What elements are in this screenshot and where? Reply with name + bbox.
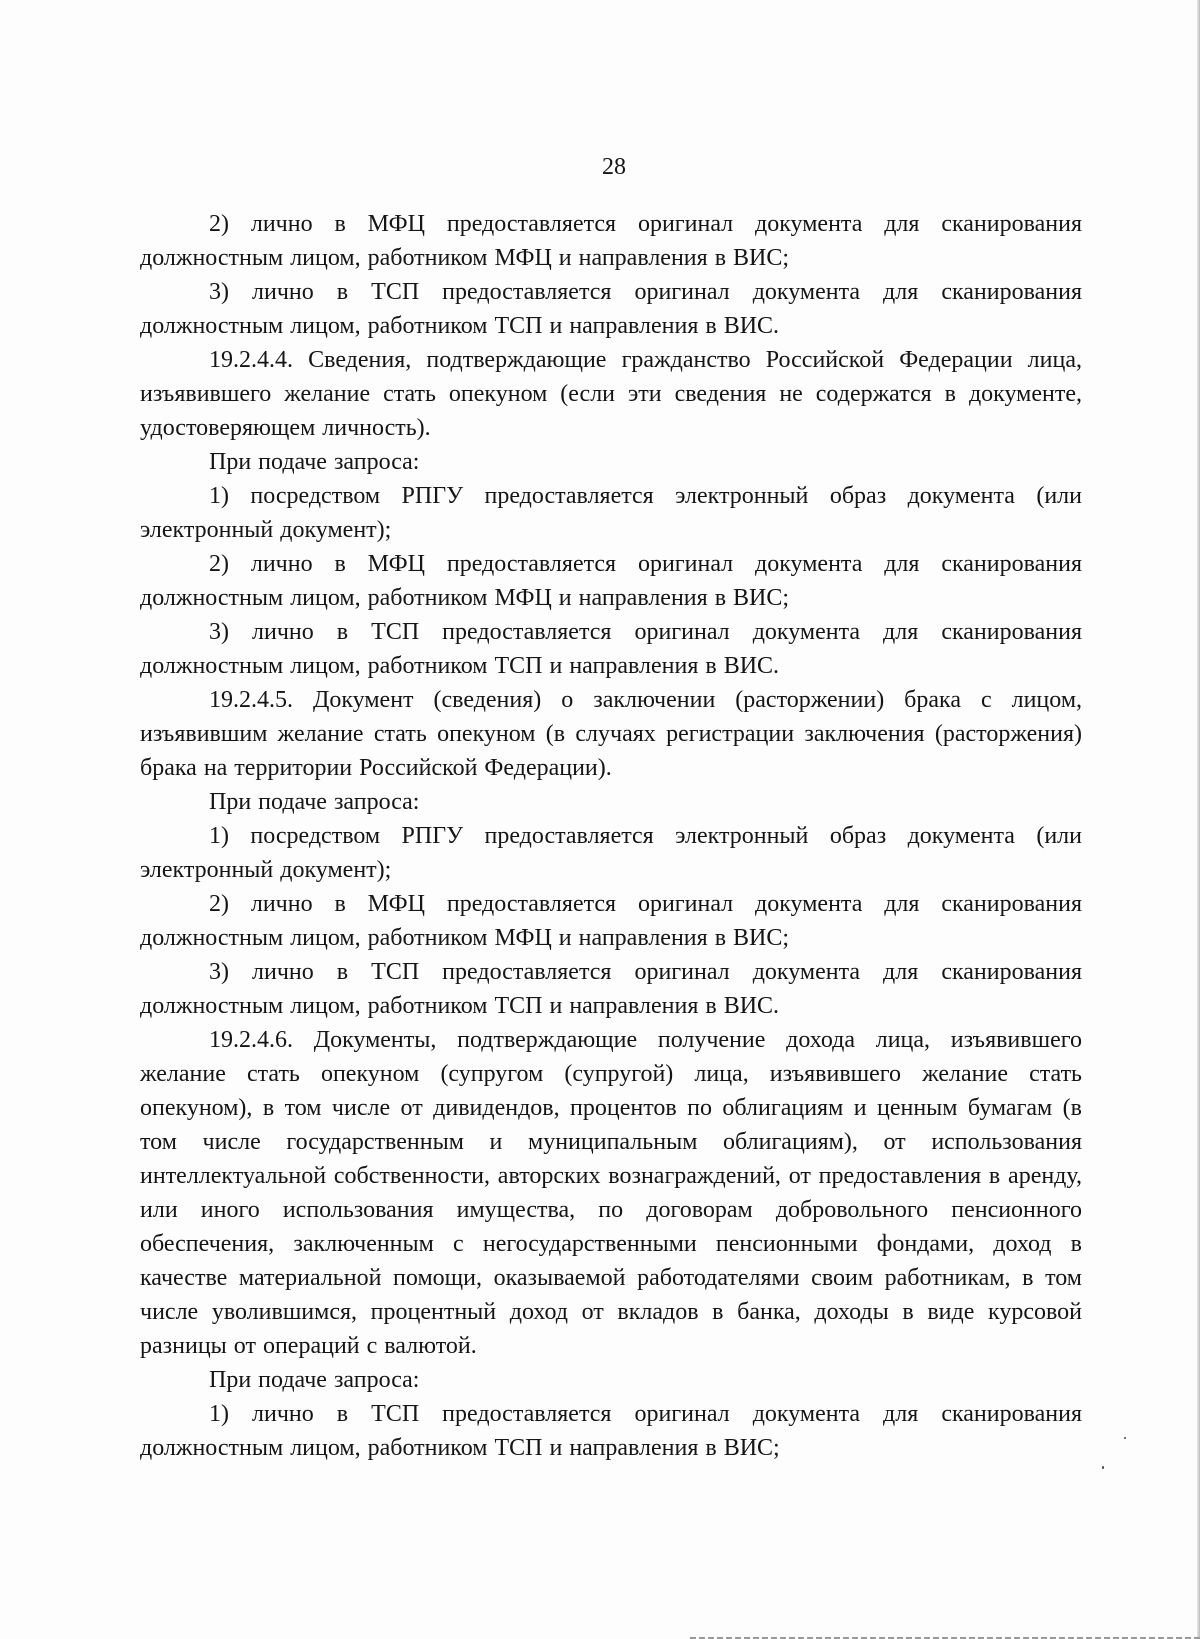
paragraph: 1) лично в ТСП предоставляется оригинал документа для сканирования должностным лицом, работником ТСП и направления в ВИС; bbox=[140, 1401, 1082, 1461]
paragraph: При подаче запроса: bbox=[209, 789, 420, 815]
paragraph: 1) посредством РПГУ предоставляется электронный образ документа (или электронный документ); bbox=[140, 823, 1082, 883]
document-body bbox=[140, 207, 1082, 1465]
paragraph: 3) лично в ТСП предоставляется оригинал документа для сканирования должностным лицом, работником ТСП и направления в ВИС. bbox=[140, 619, 1082, 679]
paragraph: 19.2.4.5. Документ (сведения) о заключении (расторжении) брака с лицом, изъявившим желание стать опекуном (в случаях регистрации заключения (расторжения) брака на территории Российской Федерации). bbox=[140, 687, 1082, 781]
scan-speck bbox=[1102, 1466, 1104, 1469]
paragraph: 2) лично в МФЦ предоставляется оригинал документа для сканирования должностным лицом, работником МФЦ и направления в ВИС; bbox=[140, 551, 1082, 611]
paragraph: При подаче запроса: bbox=[209, 1367, 420, 1393]
paragraph: 19.2.4.4. Сведения, подтверждающие гражданство Российской Федерации лица, изъявившего желание стать опекуном (если эти сведения не содержатся в документе, удостоверяющем личность). bbox=[140, 347, 1082, 441]
paragraph: При подаче запроса: bbox=[209, 449, 420, 475]
paragraph: 3) лично в ТСП предоставляется оригинал документа для сканирования должностным лицом, работником ТСП и направления в ВИС. bbox=[140, 279, 1082, 339]
page-number: 28 bbox=[602, 154, 626, 180]
scan-speck bbox=[1124, 1437, 1126, 1439]
paragraph: 2) лично в МФЦ предоставляется оригинал документа для сканирования должностным лицом, работником МФЦ и направления в ВИС; bbox=[140, 211, 1082, 271]
paragraph: 1) посредством РПГУ предоставляется электронный образ документа (или электронный документ); bbox=[140, 483, 1082, 543]
paragraph: 3) лично в ТСП предоставляется оригинал документа для сканирования должностным лицом, работником ТСП и направления в ВИС. bbox=[140, 959, 1082, 1019]
paragraph: 2) лично в МФЦ предоставляется оригинал документа для сканирования должностным лицом, работником МФЦ и направления в ВИС; bbox=[140, 891, 1082, 951]
paragraph: 19.2.4.6. Документы, подтверждающие получение дохода лица, изъявившего желание стать опекуном (супругом (супругой) лица, изъявившего желание стать опекуном), в том числе от дивидендов, процентов по облигациям и ценным бумагам (в том числе государственным и муниципальным облигациям), от использования интеллектуальной собственности, авторских вознаграждений, от предоставления в аренду, или иного использования имущества, по договорам добровольного пенсионного обеспечения, заключенным с негосударственными пенсионными фондами, доход в качестве материальной помощи, оказываемой работодателями своим работникам, в том числе уволившимся, процентный доход от вкладов в банка, доходы в виде курсовой разницы от операций с валютой. bbox=[140, 1027, 1082, 1359]
